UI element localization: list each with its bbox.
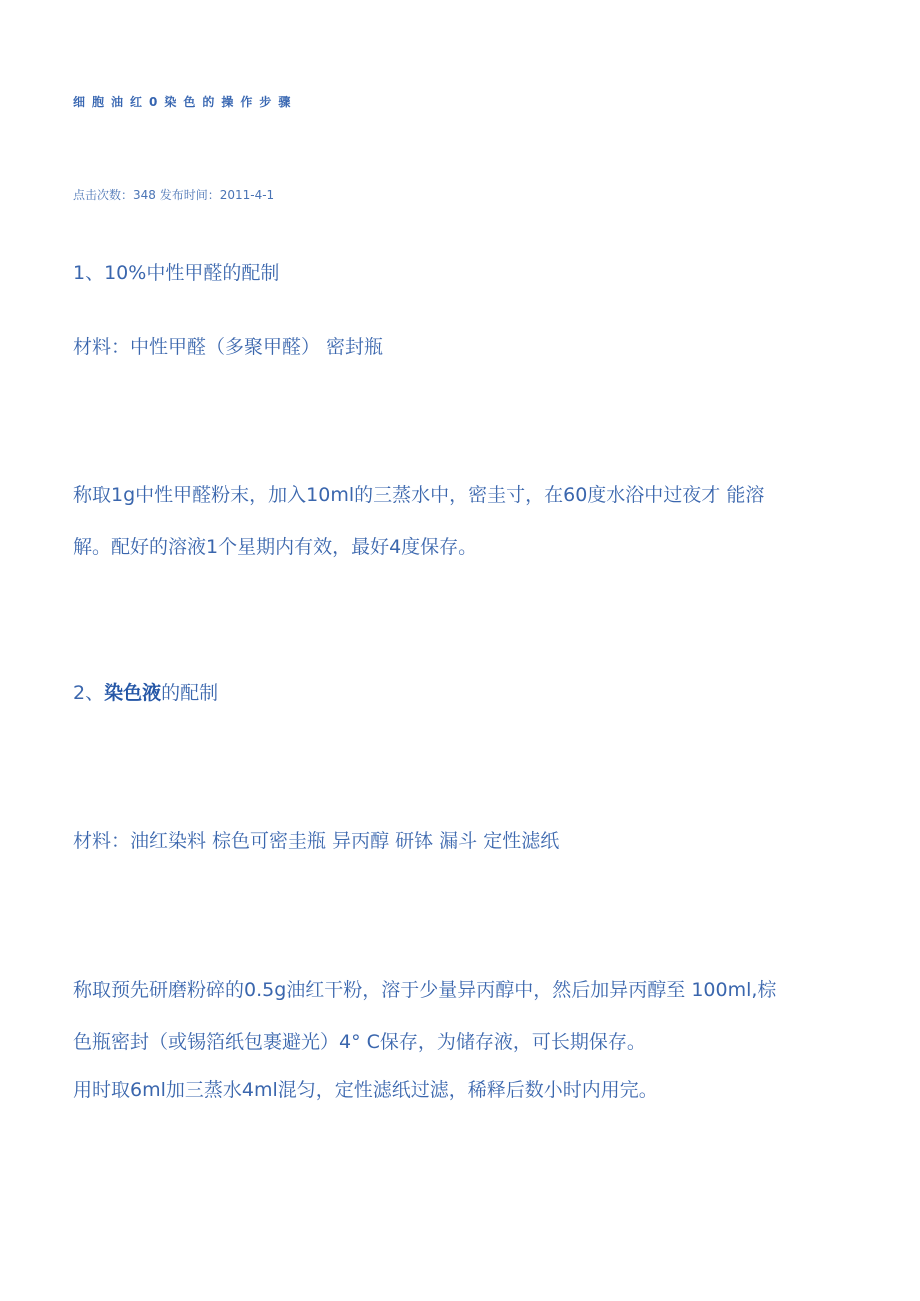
section2-heading-prefix: 2、 — [73, 682, 105, 704]
section2-heading-suffix: 的配制 — [161, 682, 219, 704]
section1-paragraph-line1: 称取1g中性甲醛粉末，加入10ml的三蒸水中，密圭寸，在60度水浴中过夜才 能溶 — [73, 484, 765, 506]
section2-paragraph-line1: 称取预先研磨粉碎的0.5g油红干粉，溶于少量异丙醇中，然后加异丙醇至 100ml,棕 — [73, 979, 777, 1001]
section2-paragraph-line3: 用时取6ml加三蒸水4ml混匀，定性滤纸过滤，稀释后数小时内用完。 — [73, 1079, 658, 1101]
document-meta: 点击次数：348 发布时间：2011-4-1 — [73, 188, 275, 202]
section1-materials: 材料：中性甲醛（多聚甲醛） 密封瓶 — [73, 336, 384, 358]
section1-heading: 1、10%中性甲醛的配制 — [73, 262, 280, 284]
section2-heading-emphasis: 染色液 — [104, 682, 162, 704]
section2-paragraph-line2: 色瓶密封（或锡箔纸包裹避光）4° C保存，为储存液，可长期保存。 — [73, 1031, 646, 1053]
document-title: 细胞油红0染色的操作步骤 — [73, 95, 298, 109]
section2-heading — [73, 680, 218, 706]
section2-materials: 材料：油红染料 棕色可密圭瓶 异丙醇 研钵 漏斗 定性滤纸 — [73, 830, 560, 852]
section1-paragraph-line2: 解。配好的溶液1个星期内有效，最好4度保存。 — [73, 536, 478, 558]
